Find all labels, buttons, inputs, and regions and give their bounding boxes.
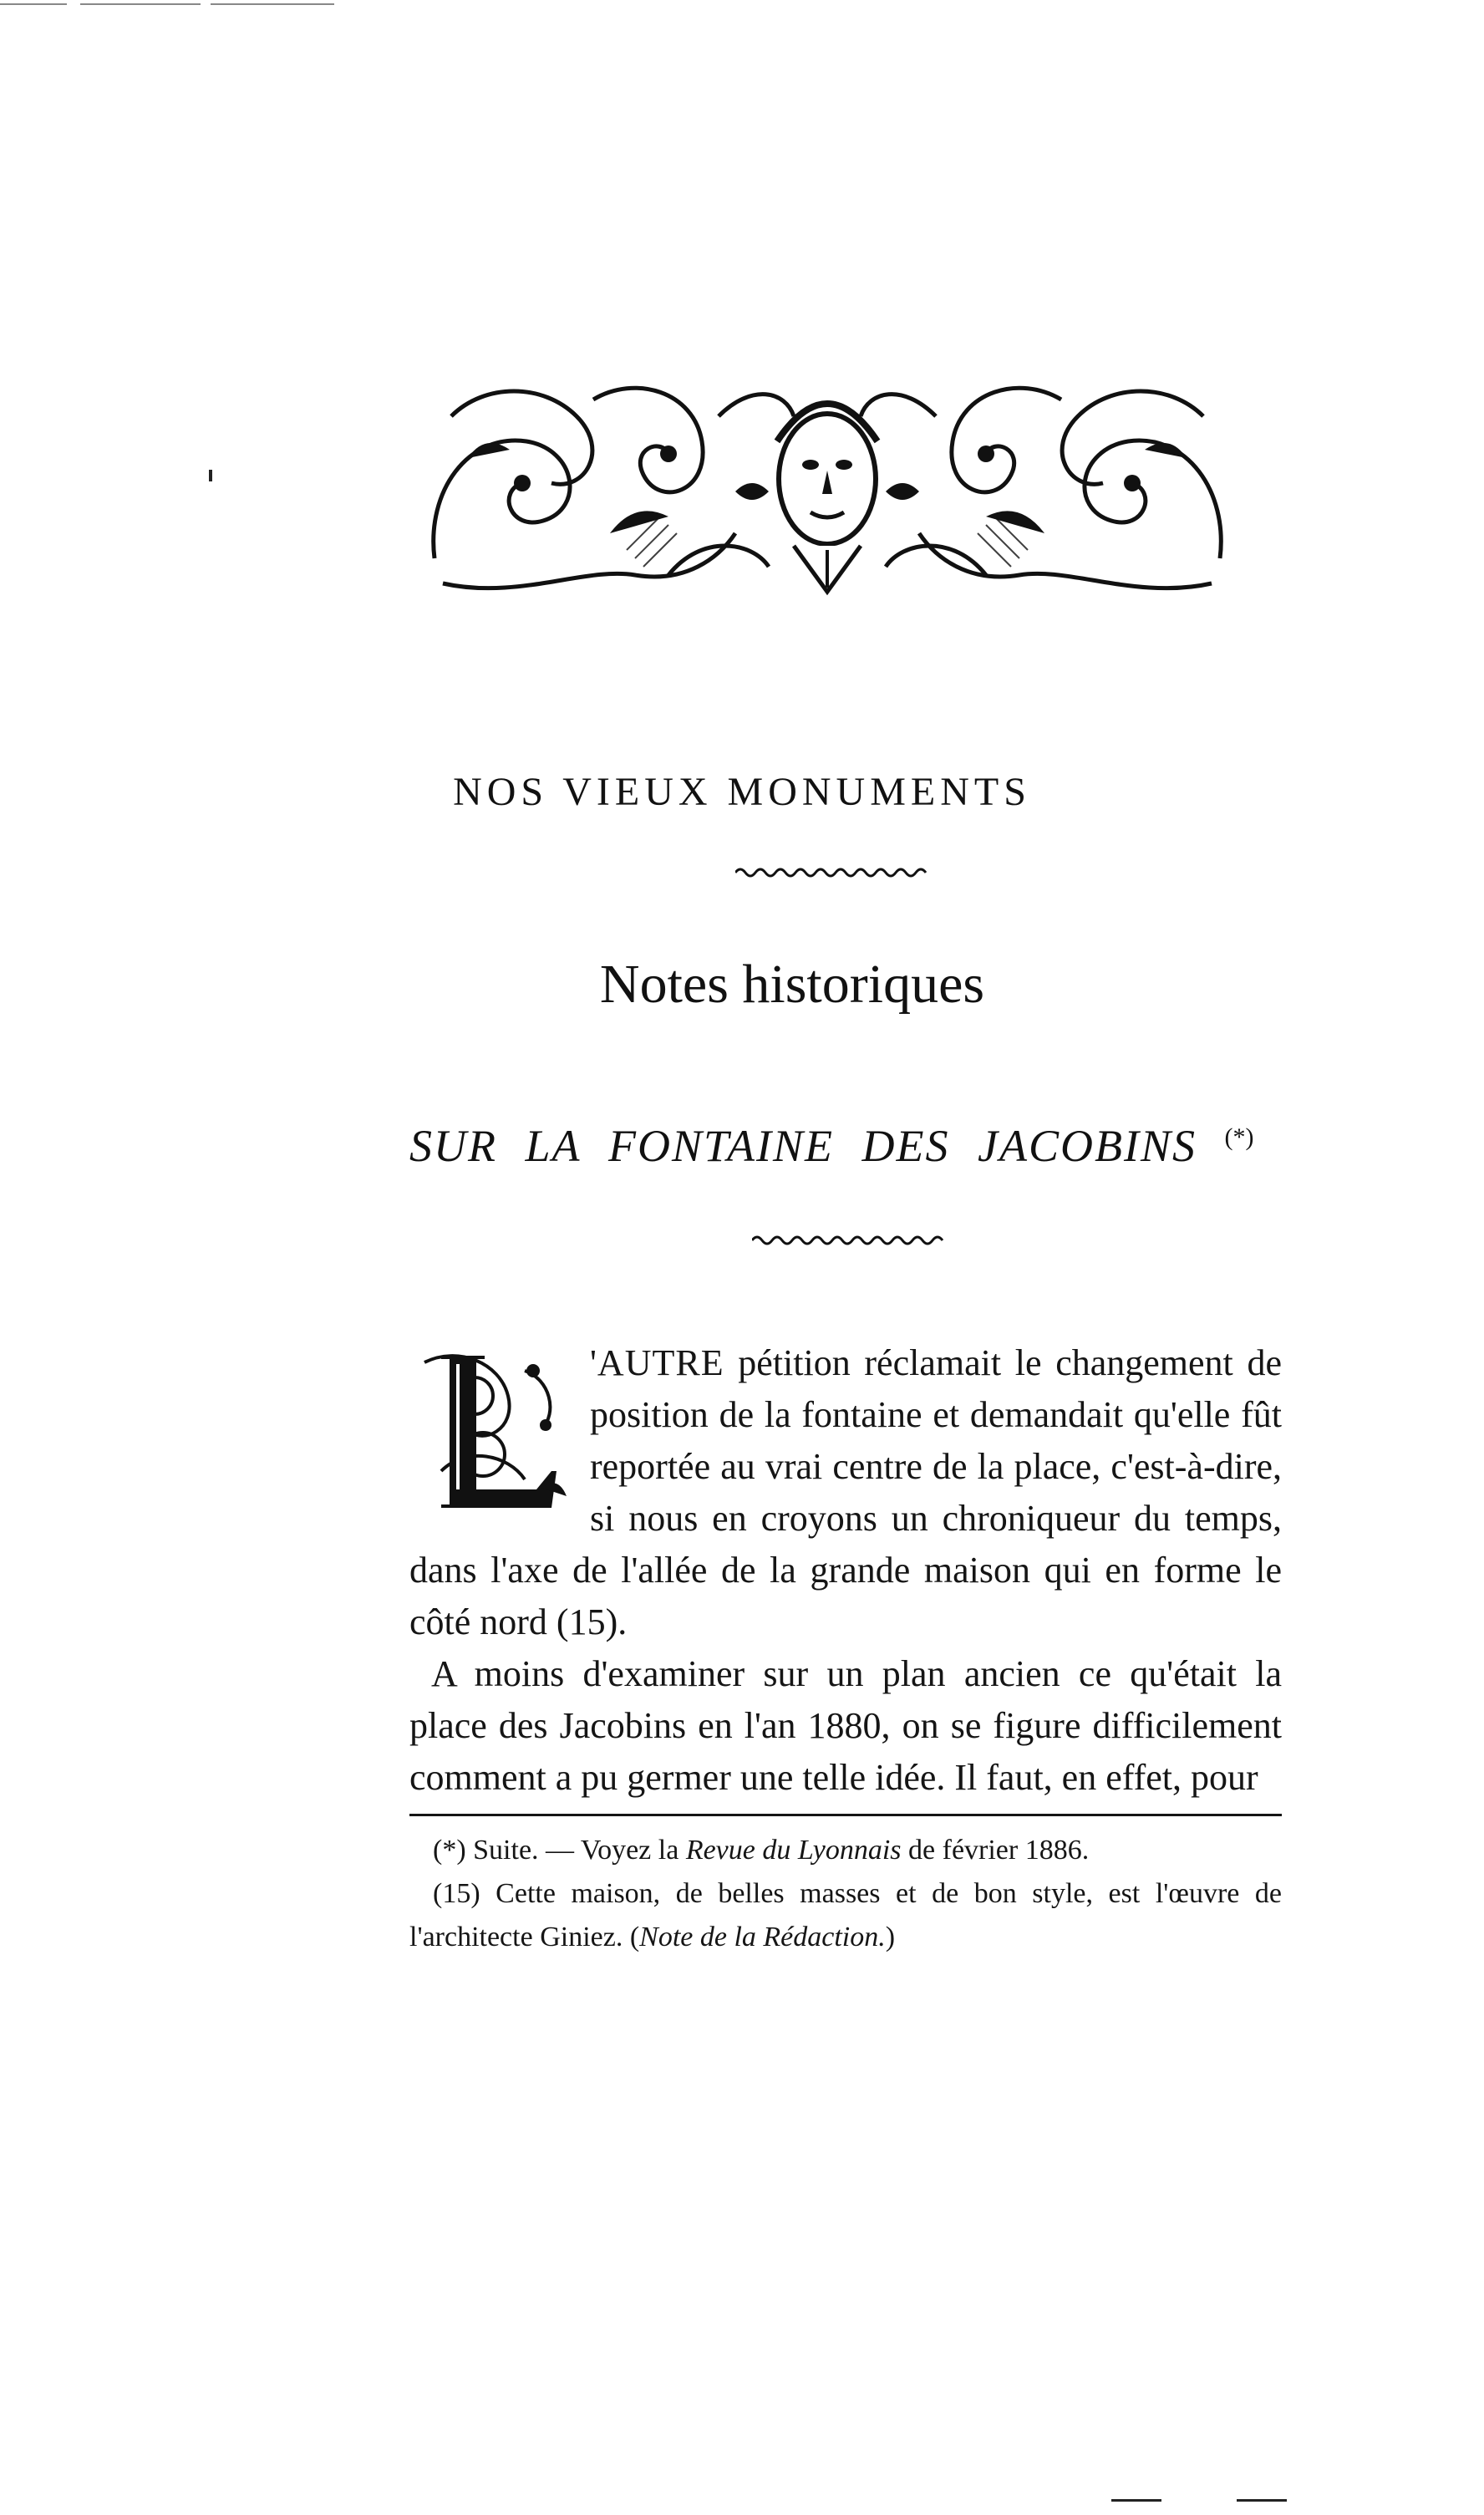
- scan-edge-line: [0, 3, 334, 5]
- footnote-2: [409, 1872, 1282, 1959]
- sub-title: [409, 1120, 1329, 1172]
- footnote-1: [409, 1829, 1282, 1872]
- paragraph-1: [409, 1337, 1282, 1648]
- body-text: [409, 1337, 1282, 1804]
- decorative-headpiece: [418, 366, 1237, 602]
- sub-title-note-mark: (*): [1224, 1123, 1254, 1151]
- footnote-1-suffix: de février 1886.: [901, 1835, 1090, 1866]
- main-title: Notes historiques: [599, 954, 985, 1015]
- scan-edge-mark: [1111, 2499, 1161, 2502]
- footnote-2-italic: Note de la Rédaction.: [639, 1922, 886, 1952]
- sub-title-text: SUR LA FONTAINE DES JACOBINS: [409, 1121, 1197, 1171]
- squiggle-divider-2: [752, 1229, 953, 1249]
- footnote-1-italic: Revue du Lyonnais: [685, 1835, 902, 1866]
- footnote-rule: [409, 1814, 1282, 1816]
- scan-edge-mark: [1237, 2499, 1287, 2502]
- scan-speck: [209, 470, 212, 481]
- paragraph-1-text: pétition réclamait le changement de position de la fontaine et demandait qu'elle fût reportée au vrai centre de la place, c'est-à-dire, si nous en croyons un chroniqueur du temps, dans l'axe de l'allée de la grande maison qui en forme le côté nord (15).: [409, 1342, 1282, 1642]
- paragraph-1-smallcaps: 'AUTRE: [590, 1342, 724, 1383]
- footnote-1-prefix: (*) Suite. — Voyez la: [433, 1835, 686, 1866]
- footnote-2-prefix: (15) Cette maison, de belles masses et de bon style, est l'œuvre de l'architecte Giniez. (: [409, 1878, 1282, 1952]
- dropcap-space: [409, 1337, 590, 1541]
- series-title: NOS VIEUX MONUMENTS: [453, 770, 1031, 814]
- footnotes: [409, 1829, 1282, 1959]
- footnote-2-suffix: ): [885, 1922, 896, 1952]
- squiggle-divider-1: [735, 861, 936, 881]
- paragraph-2: A moins d'examiner sur un plan ancien ce qu'était la place des Jacobins en l'an 1880, on se figure difficilement comment a pu germer une telle idée. Il faut, en effet, pour: [409, 1653, 1282, 1798]
